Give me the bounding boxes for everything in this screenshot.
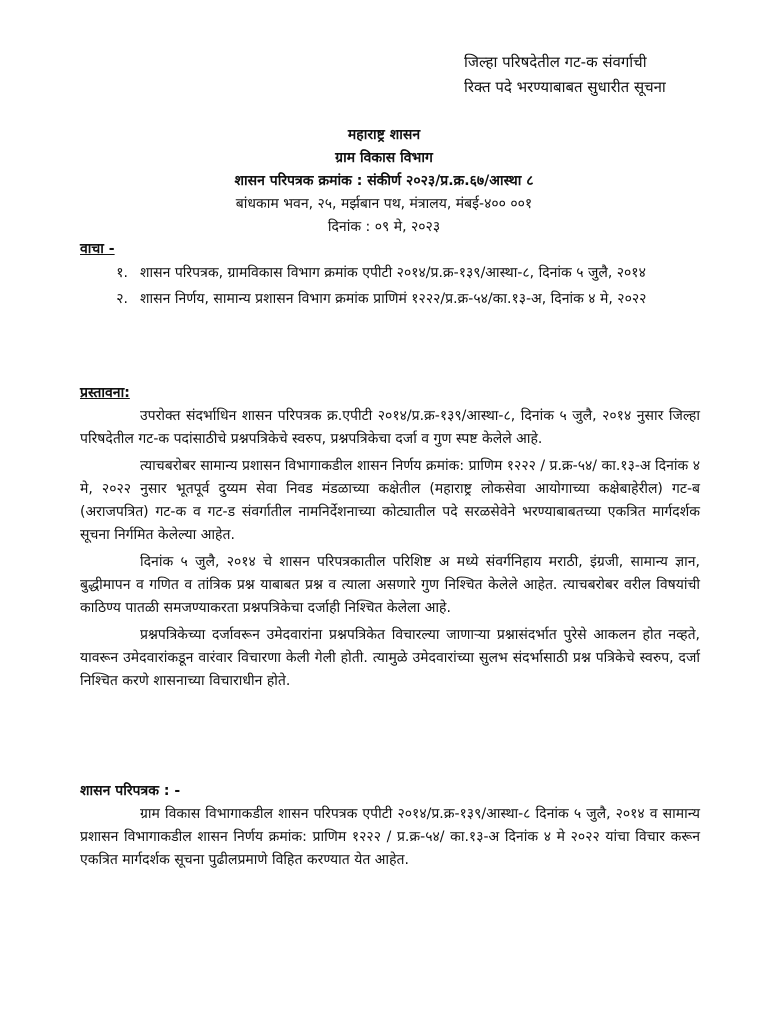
- preamble-heading: प्रस्तावना:: [80, 385, 130, 401]
- govt-name: महाराष्ट्र शासन: [347, 127, 421, 143]
- preamble-paragraph: दिनांक ५ जुलै, २०१४ चे शासन परिपत्रकातील परिशिष्ट अ मध्ये संवर्गनिहाय मराठी, इंग्रजी, सामान्य ज्ञान, बुद्धीमापन व गणित व तांत्रिक प्रश्न याबाबत प्रश्न व त्याला असणारे गुण निश्चित केलेले आहेत. त्याचबरोबर वरील विषयांची काठिण्य पातळी समजण्याकरता प्रश्नपत्रिकेचा दर्जाही निश्चित केलेला आहे.: [80, 554, 700, 616]
- preamble-paragraph: उपरोक्त संदर्भाधिन शासन परिपत्रक क्र.एपीटी २०१४/प्र.क्र-१३९/आस्था-८, दिनांक ५ जुलै, २०१४ नुसार जिल्हा परिषदेतील गट-क पदांसाठीचे प्रश्नपत्रिकेचे स्वरुप, प्रश्नपत्रिकेचा दर्जा व गुण स्पष्ट केलेले आहे.: [80, 408, 700, 447]
- subject-line-2: रिक्त पदे भरण्याबाबत सुधारीत सूचना: [464, 78, 666, 96]
- reference-number: २.: [116, 291, 128, 307]
- read-heading: वाचा -: [80, 241, 115, 257]
- circular-heading: शासन परिपत्रक : -: [80, 783, 181, 799]
- preamble-paragraph: प्रश्नपत्रिकेच्या दर्जावरून उमेदवारांना प्रश्नपत्रिकेत विचारल्या जाणाऱ्या प्रश्नासंदर्भात पुरेसे आकलन होत नव्हते, यावरून उमेदवारांकडून वारंवार विचारणा केली गेली होती. त्यामुळे उमेदवारांच्या सुलभ संदर्भासाठी प्रश्न पत्रिकेचे स्वरुप, दर्जा निश्चित करणे शासनाच्या विचाराधीन होते.: [80, 627, 700, 689]
- reference-list: [80, 262, 700, 314]
- preamble-section: [80, 382, 700, 697]
- circular-date: दिनांक : ०९ मे, २०२३: [327, 219, 441, 235]
- preamble-paragraph: त्याचबरोबर सामान्य प्रशासन विभागाकडील शासन निर्णय क्रमांक: प्राणिम १२२२ / प्र.क्र-५४/ का.१३-अ दिनांक ४ मे, २०२२ नुसार भूतपूर्व दुय्यम सेवा निवड मंडळाच्या कक्षेतील (महाराष्ट्र लोकसेवा आयोगाच्या कक्षेबाहेरील) गट-ब (अराजपत्रित) गट-क व गट-ड संवर्गातील नामनिर्देशनाच्या कोट्यातील पदे सरळसेवेने भरण्याबाबतच्या एकत्रित मार्गदर्शक सूचना निर्गमित केलेल्या आहेत.: [80, 458, 700, 543]
- office-address: बांधकाम भवन, २५, मर्झबान पथ, मंत्रालय, मंबई-४०० ००१: [235, 196, 533, 212]
- reference-text: शासन परिपत्रक, ग्रामविकास विभाग क्रमांक एपीटी २०१४/प्र.क्र-१३९/आस्था-८, दिनांक ५ जुलै, २०१४: [140, 265, 646, 281]
- circular-section: [80, 780, 700, 876]
- reference-item: [80, 262, 700, 285]
- circular-paragraph: ग्राम विकास विभागाकडील शासन परिपत्रक एपीटी २०१४/प्र.क्र-१३९/आस्था-८ दिनांक ५ जुलै, २०१४ व सामान्य प्रशासन विभागाकडील शासन निर्णय क्रमांक: प्राणिम १२२२ / प्र.क्र-५४/ का.१३-अ दिनांक ४ मे २०२२ यांचा विचार करून एकत्रित मार्गदर्शक सूचना पुढीलप्रमाणे विहित करण्यात येत आहेत.: [80, 806, 700, 868]
- reference-item: [80, 288, 700, 311]
- subject-line-1: जिल्हा परिषदेतील गट-क संवर्गाची: [464, 53, 647, 71]
- circular-number: शासन परिपत्रक क्रमांक : संकीर्ण २०२३/प्र.क्र.६७/आस्था ८: [234, 173, 534, 189]
- department-name: ग्राम विकास विभाग: [335, 150, 433, 166]
- reference-number: १.: [116, 265, 128, 281]
- subject-note: [464, 50, 666, 100]
- reference-text: शासन निर्णय, सामान्य प्रशासन विभाग क्रमांक प्राणिमं १२२२/प्र.क्र-५४/का.१३-अ, दिनांक ४ मे, २०२२: [140, 291, 647, 307]
- document-header: [0, 124, 768, 239]
